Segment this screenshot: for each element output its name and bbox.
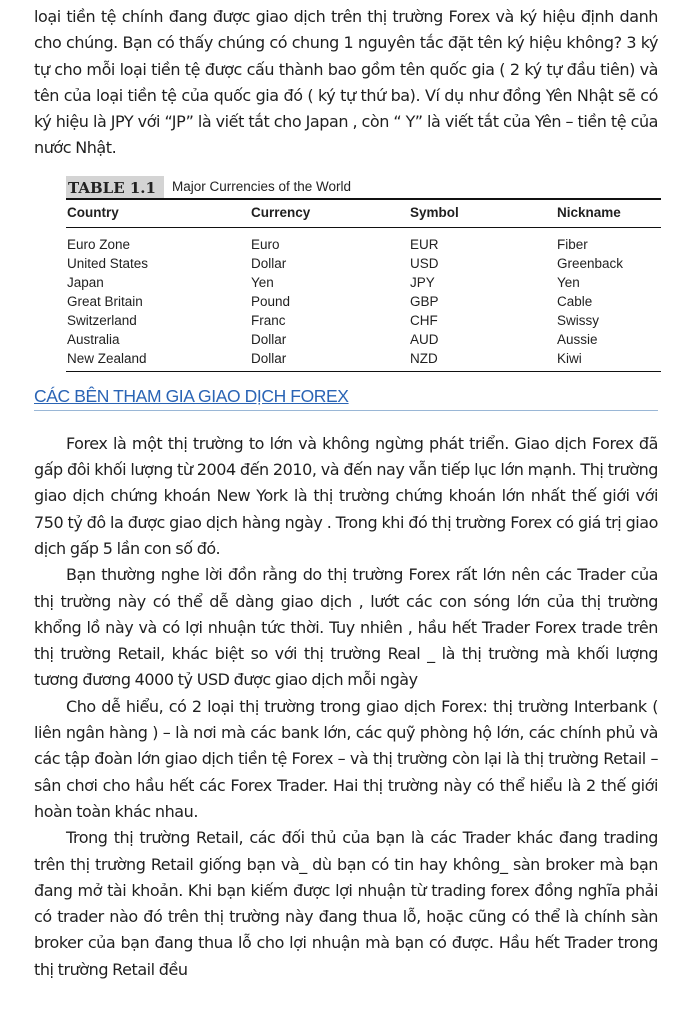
body-paragraph: Trong thị trường Retail, các đối thủ của bạn là các Trader khác đang trading trên thị trường Retail giống bạn và_ dù bạn có tin hay không_ sàn broker mà bạn đang mở tài khoản. Khi bạn kiếm được lợi nhuận từ trading forex đồng nghĩa phải có trader nào đó trên thị trường này đang thua lỗ, hoặc cũng có thể là chính sàn broker của bạn đang thua lỗ cho lợi nhuận mà bạn có được. Hầu hết Trader trong thị trường Retail đều <box>34 828 658 979</box>
cell-country: Switzerland <box>67 312 137 328</box>
currency-table-grid <box>66 198 661 372</box>
table-label: TABLE 1.1 <box>66 176 164 198</box>
header-symbol: Symbol <box>409 199 556 228</box>
cell-symbol: GBP <box>410 293 439 309</box>
cell-country: Australia <box>67 331 120 347</box>
table-row <box>66 292 661 311</box>
body-paragraph: Cho dễ hiểu, có 2 loại thị trường trong giao dịch Forex: thị trường Interbank ( liên ngân hàng ) – là nơi mà các bank lớn, các quỹ phòng hộ lớn, các chính phủ và các tập đoàn lớn giao dịch tiền tệ Forex – và thị trường còn lại là thị trường Retail – sân chơi cho hầu hết các Forex Trader. Hai thị trường này có thể hiểu là 2 thế giới hoàn toàn khác nhau. <box>34 696 658 821</box>
table-row <box>66 311 661 330</box>
cell-nickname: Aussie <box>557 331 598 347</box>
cell-currency: Euro <box>251 236 280 252</box>
cell-currency: Dollar <box>250 349 409 372</box>
table-row <box>66 227 661 254</box>
cell-nickname: Swissy <box>557 312 600 328</box>
table-row <box>66 254 661 273</box>
cell-nickname: Kiwi <box>556 349 661 372</box>
cell-symbol: JPY <box>410 274 435 290</box>
cell-currency: Yen <box>251 274 274 290</box>
cell-country: United States <box>67 255 149 271</box>
cell-nickname: Fiber <box>557 236 588 252</box>
table-row <box>66 349 661 372</box>
header-nickname: Nickname <box>556 199 661 228</box>
section-heading <box>34 386 658 411</box>
currency-table <box>66 176 661 372</box>
intro-paragraph: loại tiền tệ chính đang được giao dịch trên thị trường Forex và ký hiệu định danh cho chúng. Bạn có thấy chúng có chung 1 nguyên tắc đặt tên ký hiệu không? 3 ký tự cho mỗi loại tiền tệ được cấu thành bao gồm tên quốc gia ( 2 ký tự đầu tiên) và tên của loại tiền tệ của quốc gia đó ( ký tự thứ ba). Ví dụ như đồng Yên Nhật sẽ có ký hiệu là JPY với “JP” là viết tắt cho Japan , còn “ Y” là viết tắt của Yên – tiền tệ của nước Nhật. <box>34 7 658 158</box>
cell-currency: Dollar <box>251 255 287 271</box>
table-header-row <box>66 199 661 228</box>
table-caption: Major Currencies of the World <box>171 179 352 195</box>
cell-country: Euro Zone <box>67 236 131 252</box>
cell-currency: Pound <box>251 293 291 309</box>
header-currency: Currency <box>250 199 409 228</box>
cell-country: New Zealand <box>66 349 250 372</box>
cell-nickname: Yen <box>557 274 580 290</box>
body-paragraph: Bạn thường nghe lời đồn rằng do thị trường Forex rất lớn nên các Trader của thị trường này có thể dễ dàng giao dịch , lướt các con sóng lớn của thị trường khổng lồ này và có lợi nhuận tức thời. Tuy nhiên , hầu hết Trader Forex trade trên thị trường Retail, khác biệt so với thị trường Real _ là thị trường mà khối lượng tương đương 4000 tỷ USD được giao dịch mỗi ngày <box>34 565 658 690</box>
cell-symbol: USD <box>410 255 439 271</box>
cell-currency: Franc <box>251 312 286 328</box>
cell-nickname: Cable <box>557 293 593 309</box>
section-heading-link[interactable]: CÁC BÊN THAM GIA GIAO DỊCH FOREX <box>34 385 349 406</box>
body-paragraph: Forex là một thị trường to lớn và không ngừng phát triển. Giao dịch Forex đã gấp đôi khối lượng từ 2004 đến 2010, và đến nay vẫn tiếp lục lớn mạnh. Thị trường giao dịch chứng khoán New York là thị trường chứng khoán lớn nhất thế giới với 750 tỷ đô la được giao dịch hàng ngày . Trong khi đó thị trường Forex có giá trị giao dịch gấp 5 lần con số đó. <box>34 433 658 558</box>
header-country: Country <box>66 199 250 228</box>
cell-symbol: CHF <box>410 312 438 328</box>
table-title <box>66 176 661 198</box>
cell-country: Great Britain <box>67 293 143 309</box>
table-row <box>66 330 661 349</box>
cell-nickname: Greenback <box>557 255 624 271</box>
cell-symbol: AUD <box>410 331 439 347</box>
cell-country: Japan <box>67 274 104 290</box>
cell-symbol: NZD <box>409 349 556 372</box>
body-text <box>34 431 658 983</box>
cell-currency: Dollar <box>251 331 287 347</box>
cell-symbol: EUR <box>410 236 439 252</box>
document-page <box>34 0 658 983</box>
table-row <box>66 273 661 292</box>
